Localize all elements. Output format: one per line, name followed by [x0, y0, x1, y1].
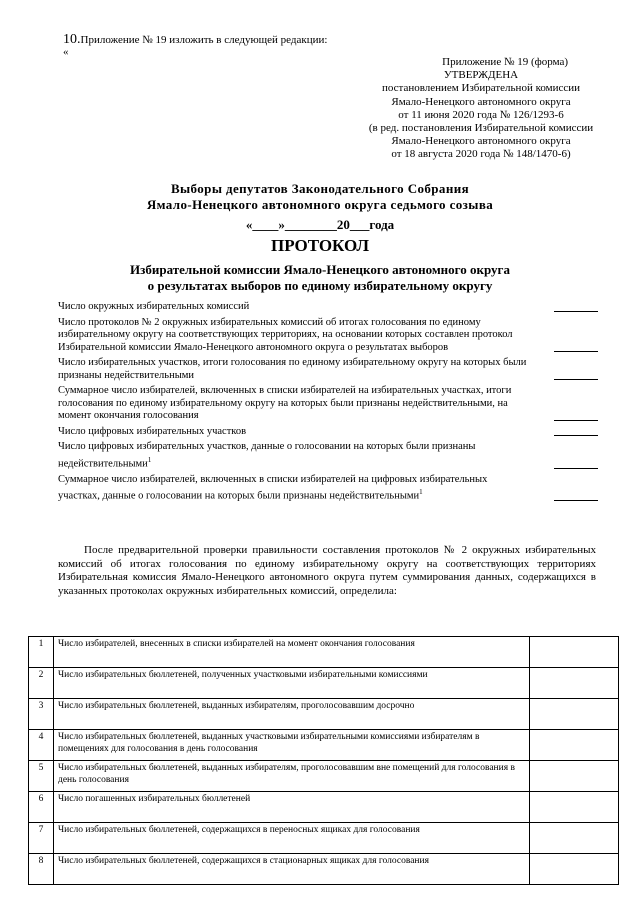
summary-row — [58, 474, 598, 504]
value-cell — [530, 792, 619, 823]
row-label: Число избирательных участков, итоги голосования по единому избирательному округу на которых были признаны недействительными — [58, 357, 527, 381]
row-text: Число избирательных бюллетеней, выданных избирателям, проголосовавшим вне помещений для голосования в день голосования — [54, 761, 530, 792]
summary-rows — [58, 301, 598, 506]
summary-row — [58, 385, 598, 423]
table-row — [29, 761, 619, 792]
table-row — [29, 823, 619, 854]
table-row — [29, 730, 619, 761]
row-text: Число избирателей, внесенных в списки избирателей на момент окончания голосования — [54, 637, 530, 668]
summary-row — [58, 357, 598, 382]
document-title: ПРОТОКОЛ — [270, 236, 369, 255]
row-label: Число цифровых избирательных участков, данные о голосовании на которых были признаны недействительными — [58, 441, 476, 469]
footnote-mark: 1 — [147, 455, 152, 464]
elections-heading — [0, 181, 640, 213]
amendment-number: 10. — [63, 32, 81, 47]
row-label: Суммарное число избирателей, включенных в списки избирателей на избирательных участках, итоги голосования по единому избирательному округу на которых были признаны недействительными, на момент окончания голосования — [58, 385, 512, 421]
row-number: 1 — [29, 637, 54, 668]
table-row — [29, 668, 619, 699]
row-text: Число погашенных избирательных бюллетеней — [54, 792, 530, 823]
elections-line: Выборы депутатов Законодательного Собрания — [170, 181, 470, 196]
row-label: Число окружных избирательных комиссий — [58, 301, 250, 312]
table-row — [29, 854, 619, 885]
approved-label: УТВЕРЖДЕНА — [443, 69, 519, 82]
table-row — [29, 792, 619, 823]
row-number: 7 — [29, 823, 54, 854]
value-cell — [530, 730, 619, 761]
value-cell — [530, 823, 619, 854]
row-number: 6 — [29, 792, 54, 823]
value-cell — [530, 761, 619, 792]
appendix-label: Приложение № 19 (форма) — [442, 56, 568, 68]
summary-row — [58, 301, 598, 314]
row-label: Число цифровых избирательных участков — [58, 425, 247, 437]
row-number: 2 — [29, 668, 54, 699]
value-cell — [530, 637, 619, 668]
value-cell — [530, 699, 619, 730]
value-blank — [554, 350, 598, 352]
approval-line: постановлением Избирательной комиссии — [381, 82, 581, 95]
date-line: «____»________20___года — [245, 217, 395, 232]
row-text: Число избирательных бюллетеней, выданных избирателям, проголосовавшим досрочно — [54, 699, 530, 730]
approval-line: от 18 августа 2020 года № 148/1470-6) — [391, 148, 571, 161]
table-row — [29, 699, 619, 730]
amendment-text: Приложение № 19 изложить в следующей редакции: — [80, 34, 328, 46]
subtitle-line: о результатах выборов по единому избирательному округу — [147, 278, 493, 293]
value-cell — [530, 668, 619, 699]
row-number: 4 — [29, 730, 54, 761]
value-cell — [530, 854, 619, 885]
value-blank — [554, 499, 598, 501]
row-label: Суммарное число избирателей, включенных в списки избирателей на цифровых избирательных участках, данные о голосовании на которых были признаны недействительными — [58, 473, 488, 502]
approval-line: (в ред. постановления Избирательной комиссии — [368, 122, 594, 135]
row-text: Число избирательных бюллетеней, выданных участковыми избирательными комиссиями избирателям в помещениях для голосования в день голосования — [54, 730, 530, 761]
row-text: Число избирательных бюллетеней, полученных участковыми избирательными комиссиями — [54, 668, 530, 699]
row-label: Число протоколов № 2 окружных избирательных комиссий об итогах голосования по единому избирательному округу на соответствующих территориях, на основании которых составлен протокол Избирательной комиссии Ямало-Ненецкого автономного округа о результатах выборов — [58, 316, 513, 353]
value-blank — [554, 310, 598, 312]
row-text: Число избирательных бюллетеней, содержащихся в переносных ящиках для голосования — [54, 823, 530, 854]
value-blank — [554, 434, 598, 436]
approval-block — [340, 56, 622, 162]
table-row — [29, 637, 619, 668]
row-number: 5 — [29, 761, 54, 792]
elections-line: Ямало-Ненецкого автономного округа седьмого созыва — [146, 197, 494, 212]
value-blank — [554, 467, 598, 469]
value-blank — [554, 378, 598, 380]
opening-quote: « — [63, 46, 69, 58]
row-number: 8 — [29, 854, 54, 885]
footnote-mark: 1 — [419, 488, 423, 496]
results-table — [28, 636, 619, 885]
summary-row — [58, 317, 598, 355]
summary-row — [58, 426, 598, 439]
approval-line: Ямало-Ненецкого автономного округа — [391, 135, 571, 148]
amendment-intro — [63, 33, 327, 47]
row-number: 3 — [29, 699, 54, 730]
document-subtitle — [0, 262, 640, 294]
summary-row — [58, 441, 598, 471]
approval-line: от 11 июня 2020 года № 126/1293-6 — [398, 108, 564, 121]
row-text: Число избирательных бюллетеней, содержащихся в стационарных ящиках для голосования — [54, 854, 530, 885]
value-blank — [554, 419, 598, 421]
subtitle-line: Избирательной комиссии Ямало-Ненецкого автономного округа — [130, 262, 510, 277]
approval-line: Ямало-Ненецкого автономного округа — [391, 95, 571, 108]
determination-paragraph: После предварительной проверки правильности составления протоколов № 2 окружных избирательных комиссий об итогах голосования по единому избирательному округу на соответствующих территориях Избирательная комиссия Ямало-Ненецкого автономного округа путем суммирования данных, содержащихся в указанных протоколах окружных избирательных комиссий, определила: — [58, 544, 596, 597]
